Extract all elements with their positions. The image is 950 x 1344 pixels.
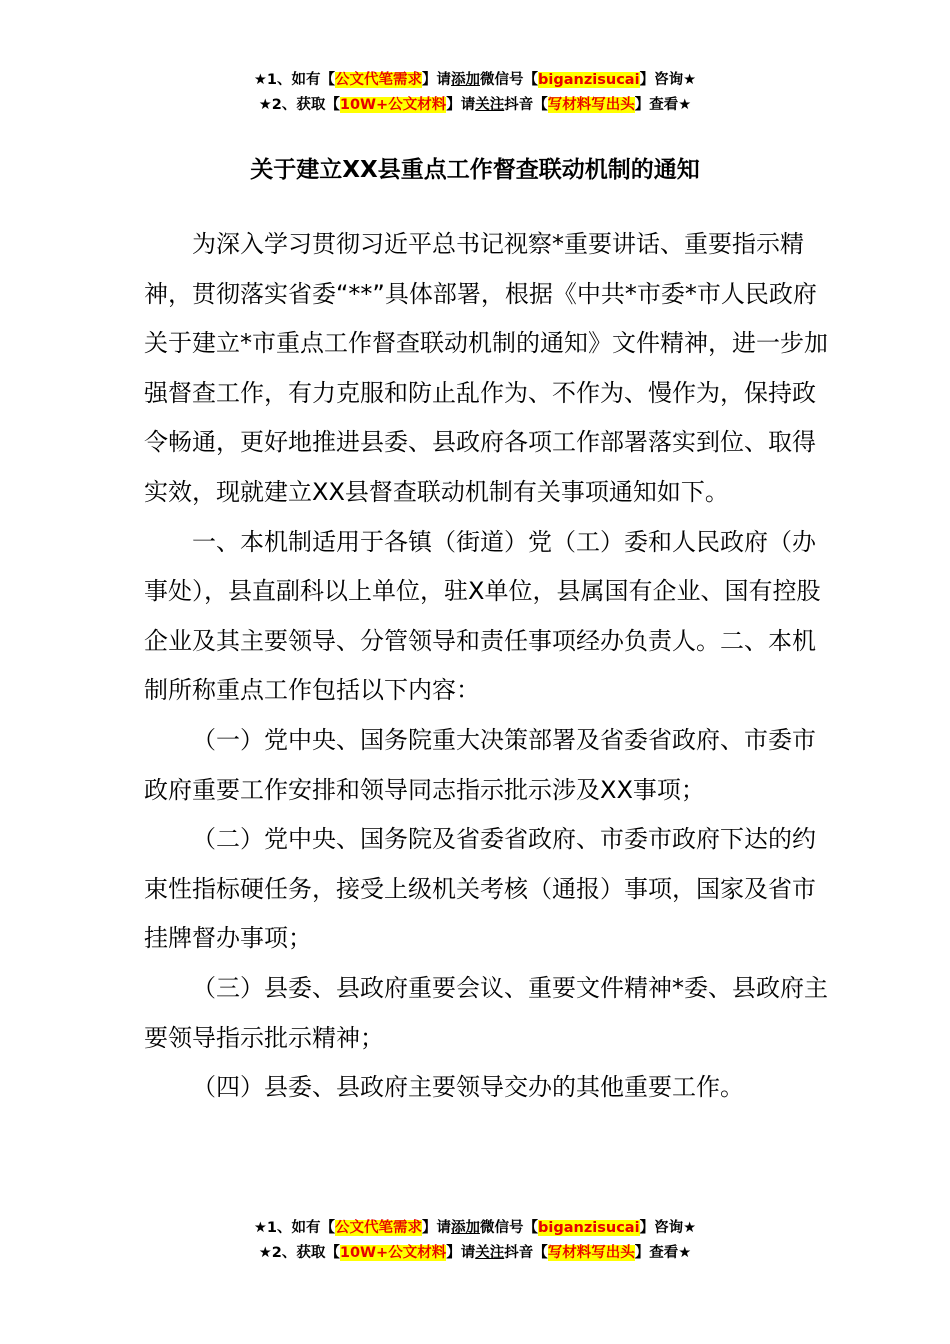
douyin-account-highlight: 写材料写出头 — [547, 1245, 635, 1261]
star-icon: ★ — [253, 1220, 267, 1236]
paragraph-item-2: （二）党中央、国务院及省委省政府、市委市政府下达的约束性指标硬任务，接受上级机关考核（通报）事项，国家及省市挂牌督办事项； — [144, 825, 816, 953]
paragraph-intro: 为深入学习贯彻习近平总书记视察*重要讲话、重要指示精神，贯彻落实省委“**”具体部署，根据《中共*市委*市人民政府关于建立*市重点工作督查联动机制的通知》文件精神，进一步加强督查工作，有力克服和防止乱作为、不作为、慢作为，保持政令畅通，更好地推进县委、县政府各项工作部署落实到位、取得实效，现就建立XX县督查联动机制有关事项通知如下。 — [144, 230, 828, 506]
paragraph-item-4: （四）县委、县政府主要领导交办的其他重要工作。 — [192, 1073, 744, 1102]
wechat-id-highlight: biganzisucai — [538, 1220, 640, 1236]
service-highlight: 公文代笔需求 — [335, 1220, 423, 1236]
materials-highlight: 10W+公文材料 — [339, 1245, 447, 1261]
promo-line-2: ★2、获取【10W+公文材料】请关注抖音【写材料写出头】查看★ — [258, 1245, 692, 1261]
materials-highlight: 10W+公文材料 — [339, 97, 447, 113]
promo-footer — [0, 1216, 950, 1266]
star-icon: ★ — [258, 1245, 272, 1261]
paragraph-scope: 一、本机制适用于各镇（街道）党（工）委和人民政府（办事处），县直副科以上单位，驻X单位，县属国有企业、国有控股企业及其主要领导、分管领导和责任事项经办负责人。二、本机制所称重点工作包括以下内容： — [144, 527, 821, 705]
promo-line-1: ★1、如有【公文代笔需求】请添加微信号【biganzisucai】咨询★ — [253, 1220, 697, 1236]
service-highlight: 公文代笔需求 — [335, 72, 423, 88]
star-icon: ★ — [683, 72, 697, 88]
star-icon: ★ — [253, 72, 267, 88]
paragraph-item-1: （一）党中央、国务院重大决策部署及省委省政府、市委市政府重要工作安排和领导同志指示批示涉及XX事项； — [144, 725, 816, 804]
star-icon: ★ — [678, 97, 692, 113]
document-body — [144, 220, 834, 1113]
star-icon: ★ — [683, 1220, 697, 1236]
star-icon: ★ — [258, 97, 272, 113]
douyin-account-highlight: 写材料写出头 — [547, 97, 635, 113]
wechat-id-highlight: biganzisucai — [538, 72, 640, 88]
document-title: 关于建立XX县重点工作督查联动机制的通知 — [250, 157, 700, 183]
promo-line-1: ★1、如有【公文代笔需求】请添加微信号【biganzisucai】咨询★ — [253, 72, 697, 88]
paragraph-item-3: （三）县委、县政府重要会议、重要文件精神*委、县政府主要领导指示批示精神； — [144, 973, 828, 1052]
promo-line-2: ★2、获取【10W+公文材料】请关注抖音【写材料写出头】查看★ — [258, 97, 692, 113]
promo-header — [0, 68, 950, 118]
star-icon: ★ — [678, 1245, 692, 1261]
